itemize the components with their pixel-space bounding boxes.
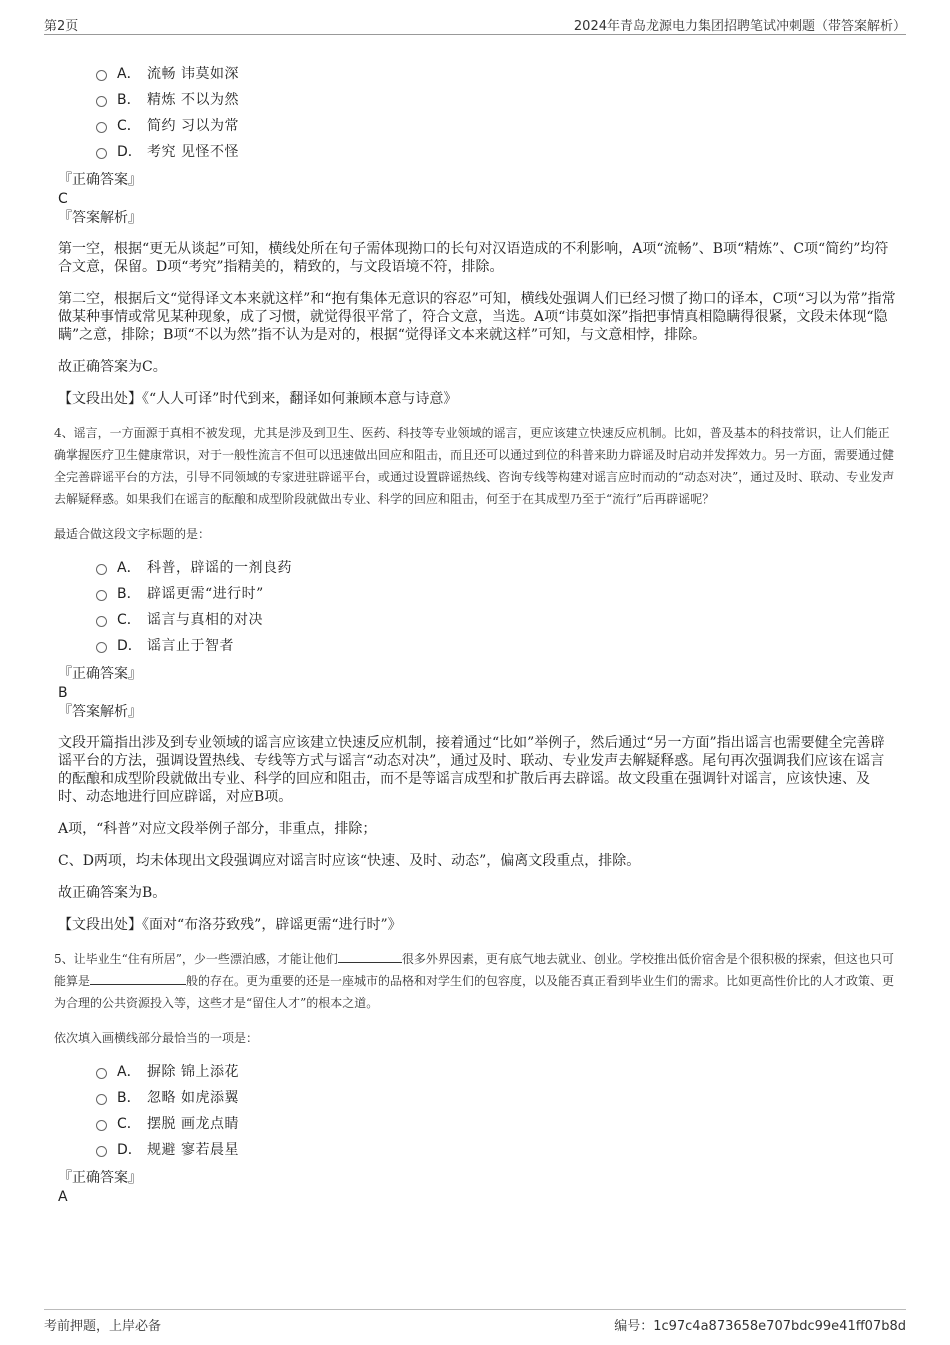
option-text: 摆脱 画龙点睛 [147, 1116, 239, 1132]
radio-icon[interactable] [96, 1120, 107, 1131]
option-letter: B． [117, 1090, 141, 1106]
radio-icon[interactable] [96, 1146, 107, 1157]
radio-icon[interactable] [96, 148, 107, 159]
q5-stem [54, 948, 896, 1014]
option-text: 精炼 不以为然 [147, 92, 239, 108]
q3-answer-label: 『正确答案』 [58, 172, 142, 188]
radio-icon[interactable] [96, 1094, 107, 1105]
option-text: 简约 习以为常 [147, 118, 239, 134]
fill-blank-2 [90, 971, 186, 985]
q3-options [96, 60, 896, 164]
q4-stem: 4、谣言，一方面源于真相不被发现，尤其是涉及到卫生、医药、科技等专业领域的谣言，更应该建立快速反应机制。比如，普及基本的科技常识，让人们能正确掌握医疗卫生健康常识，对于一般性流言不但可以迅速做出回应和阻击，而且还可以通过到位的科普来助力辟谣及时启动并发挥效力。另一方面，需要通过健全完善辟谣平台的方法，引导不同领域的专家进驻辟谣平台，或通过设置辟谣热线、咨询专线等构建对谣言应时而动的“动态对决”，通过及时、联动、专业发声去解疑释惑。如果我们在谣言的酝酿和成型阶段就做出专业、科学的回应和阻击，何至于在其成型乃至于“流行”后再辟谣呢？ [54, 426, 895, 506]
q3-option-d[interactable] [96, 138, 896, 164]
q3-option-c[interactable] [96, 112, 896, 138]
option-letter: D． [117, 1142, 142, 1158]
q4-answer-label: 『正确答案』 [58, 666, 142, 682]
q3-analysis-label: 『答案解析』 [58, 210, 142, 226]
radio-icon[interactable] [96, 96, 107, 107]
radio-icon[interactable] [96, 122, 107, 133]
option-text: 辟谣更需“进行时” [147, 586, 264, 602]
option-letter: C． [117, 612, 141, 628]
option-text: 流畅 讳莫如深 [147, 66, 239, 82]
option-letter: B． [117, 586, 141, 602]
radio-icon[interactable] [96, 616, 107, 627]
option-letter: A． [117, 66, 141, 82]
q3-source: 【文段出处】《“人人可译”时代到来，翻译如何兼顾本意与诗意》 [58, 391, 458, 407]
document-title: 2024年青岛龙源电力集团招聘笔试冲刺题（带答案解析） [573, 19, 906, 34]
q4-analysis-paragraph: 文段开篇指出涉及到专业领域的谣言应该建立快速反应机制，接着通过“比如”举例子，然后通过“另一方面”指出谣言也需要健全完善辟谣平台的方法，强调设置热线、专线等方式与谣言“动态对决”，通过及时、联动、专业发声去解疑释惑。尾句再次强调我们应该在谣言的酝酿和成型阶段就做出专业、科学的回应和阻击，而不是等谣言成型和扩散后再去辟谣。故文段重在强调针对谣言，应该快速、及时、动态地进行回应辟谣，对应B项。 [58, 735, 885, 805]
q4-option-c[interactable] [96, 606, 896, 632]
option-letter: B． [117, 92, 141, 108]
q4-option-d[interactable] [96, 632, 896, 658]
option-text: 谣言止于智者 [147, 638, 234, 654]
option-letter: C． [117, 1116, 141, 1132]
q3-analysis-paragraph: 第二空，根据后文“觉得译文本来就这样”和“抱有集体无意识的容忍”可知，横线处强调人们已经习惯了拗口的译本，C项“习以为常”指常做某种事情或常见某种现象，成了习惯，就觉得很平常了，符合文意，当选。A项“讳莫如深”指把事情真相隐瞒得很紧，文段未体现“隐瞒”之意，排除；B项“不以为然”指不认为是对的，根据“觉得译文本来就这样”可知，与文意相悖，排除。 [58, 291, 896, 343]
q3-answer: C [58, 191, 68, 207]
radio-icon[interactable] [96, 70, 107, 81]
option-letter: A． [117, 560, 141, 576]
q5-stem-part: 5、让毕业生“住有所居”，少一些漂泊感，才能让他们 [54, 952, 338, 966]
option-letter: D． [117, 144, 142, 160]
main-content [56, 60, 896, 1206]
option-text: 谣言与真相的对决 [147, 612, 263, 628]
option-text: 考究 见怪不怪 [147, 144, 239, 160]
q4-source: 【文段出处】《面对“布洛芬致残”，辟谣更需“进行时”》 [58, 917, 402, 933]
q4-option-b[interactable] [96, 580, 896, 606]
option-letter: C． [117, 118, 141, 134]
q5-option-b[interactable] [96, 1084, 896, 1110]
q5-option-d[interactable] [96, 1136, 896, 1162]
q4-analysis-paragraph: C、D两项，均未体现出文段强调应对谣言时应该“快速、及时、动态”，偏离文段重点，排除。 [58, 853, 641, 869]
document-code: 编号：1c97c4a873658e707bdc99e41ff07b8d [614, 1319, 906, 1334]
radio-icon[interactable] [96, 590, 107, 601]
option-text: 科普，辟谣的一剂良药 [147, 560, 292, 576]
option-text: 摒除 锦上添花 [147, 1064, 239, 1080]
option-letter: A． [117, 1064, 141, 1080]
page-header [44, 12, 906, 35]
q5-option-c[interactable] [96, 1110, 896, 1136]
q4-option-a[interactable] [96, 554, 896, 580]
radio-icon[interactable] [96, 564, 107, 575]
radio-icon[interactable] [96, 1068, 107, 1079]
fill-blank-1 [338, 949, 402, 963]
q3-option-b[interactable] [96, 86, 896, 112]
q5-prompt: 依次填入画横线部分最恰当的一项是： [54, 1031, 259, 1045]
option-text: 忽略 如虎添翼 [147, 1090, 239, 1106]
q4-answer: B [58, 685, 68, 701]
option-text: 规避 寥若晨星 [147, 1142, 239, 1158]
q5-stem-part: 很多外界因素，更有底气地去就业、创业。学校推出低价宿舍是个很积极的探索，但这也只可能算是 [54, 952, 894, 988]
footer-slogan: 考前押题，上岸必备 [44, 1319, 162, 1334]
radio-icon[interactable] [96, 642, 107, 653]
q3-option-a[interactable] [96, 60, 896, 86]
q5-stem-part: 般的存在。更为重要的还是一座城市的品格和对学生们的包容度，以及能否真正看到毕业生们的需求。比如更高性价比的人才政策、更为合理的公共资源投入等，这些才是“留住人才”的根本之道。 [54, 974, 895, 1010]
q5-option-a[interactable] [96, 1058, 896, 1084]
q3-analysis-conclusion: 故正确答案为C。 [58, 359, 167, 375]
q3-analysis-paragraph: 第一空，根据“更无从谈起”可知，横线处所在句子需体现拗口的长句对汉语造成的不利影响，A项“流畅”、B项“精炼”、C项“简约”均符合文意，保留。D项“考究”指精美的，精致的，与文段语境不符，排除。 [58, 241, 889, 275]
option-letter: D． [117, 638, 142, 654]
page-footer [44, 1309, 906, 1340]
q5-answer: A [58, 1189, 68, 1205]
q4-analysis-paragraph: A项，“科普”对应文段举例子部分，非重点，排除； [58, 821, 377, 837]
q4-analysis-label: 『答案解析』 [58, 704, 142, 720]
q4-options [96, 554, 896, 658]
q5-options [96, 1058, 896, 1162]
q4-analysis-conclusion: 故正确答案为B。 [58, 885, 167, 901]
page-number: 第2页 [44, 19, 79, 34]
q5-answer-label: 『正确答案』 [58, 1170, 142, 1186]
q4-prompt: 最适合做这段文字标题的是： [54, 527, 211, 541]
